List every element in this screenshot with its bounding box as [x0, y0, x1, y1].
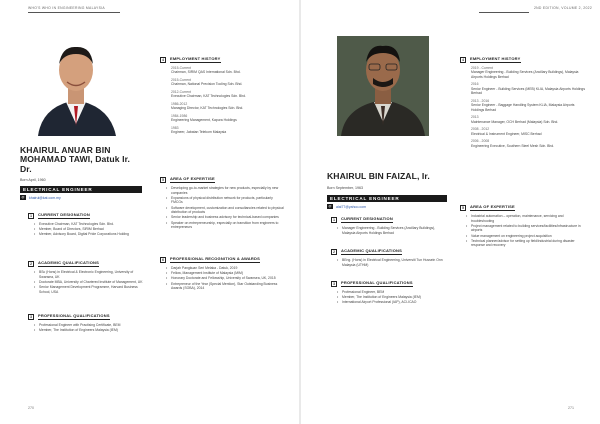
designation-band: ELECTRICAL ENGINEER — [20, 186, 142, 193]
employment-years: 2015-Current — [171, 66, 191, 70]
header-rule — [479, 12, 529, 13]
section-title: AREA OF EXPERTISE — [170, 176, 215, 182]
section-current-designation — [331, 216, 449, 236]
header-rule — [28, 12, 120, 13]
employment-years: 2008 - 2012 — [471, 127, 490, 132]
portrait-photo — [327, 26, 439, 136]
page-number: 270 — [28, 406, 34, 410]
employment-item — [471, 115, 586, 124]
section-title: ACADEMIC QUALIFICATIONS — [38, 260, 99, 266]
running-header: 2ND EDITION, VOLUME 2, 2022 — [534, 6, 593, 10]
list-item: • Senior leadership and business advisory for technical-based companies — [171, 215, 284, 220]
section-number: 4 — [160, 57, 166, 63]
employment-role: Electrical & Instrument Engineer, MISC Berhad — [471, 131, 542, 136]
section-number: 6 — [160, 257, 166, 263]
list-item: • Honorary Doctorate and Fellowship, University of Swansea, UK, 2015 — [171, 276, 284, 281]
email-row — [327, 204, 366, 209]
employment-item — [471, 82, 586, 95]
section-title: EMPLOYMENT HISTORY — [170, 56, 221, 62]
employment-years: 1983 — [171, 126, 179, 130]
section-number: 5 — [160, 177, 166, 183]
section-employment-history — [460, 56, 586, 151]
employment-role: Manager Engineering - Building Services (Ancillary Buildings), Malaysia Airports Holdings Berhad — [471, 70, 579, 79]
section-title: PROFESSIONAL RECOGNITION & AWARDS — [170, 256, 260, 262]
birth-date: Born September, 1963 — [327, 186, 363, 190]
running-header: WHO'S WHO IN ENGINEERING MALAYSIA — [28, 6, 105, 10]
section-number: 3 — [331, 281, 337, 287]
employment-years: 1986-2012 — [171, 102, 188, 106]
list-item: • Expansions of physical distribution network for products, particularly FMCGs — [171, 196, 284, 205]
employment-role: Engineering Management, Kapura Holdings — [171, 118, 237, 123]
section-number: 1 — [331, 217, 337, 223]
employment-role: Executive Chairman, KAT Technologies Sdn. Bhd. — [171, 94, 247, 99]
employment-item — [471, 99, 586, 112]
section-number: 2 — [331, 249, 337, 255]
employment-role: Chairman, National Precision Tooling Sdn. Bhd. — [171, 82, 243, 87]
list-item: • Executive Chairman, KAT Technologies Sdn. Bhd. — [39, 222, 144, 227]
section-title: EMPLOYMENT HISTORY — [470, 56, 521, 62]
employment-item — [471, 127, 586, 136]
list-item: • Member, Board of Directors, SIRIM Berhad — [39, 227, 144, 232]
section-academic-qualifications — [28, 260, 144, 295]
employment-item — [171, 78, 284, 87]
employment-role: Engineer, Jabatan Telekom Malaysia — [171, 130, 227, 135]
section-academic-qualifications — [331, 248, 449, 268]
list-item: • BEng. (Hons) in Electrical Engineering, Universiti Tun Hussein Onn Malaysia (UTHM) — [342, 258, 449, 267]
list-item: • Technical planner/advisor for setting up field/industrial during disaster response and recovery — [471, 239, 586, 248]
list-item: • BSc (Hons) in Electrical & Electronic Engineering, University of Swansea, UK — [39, 270, 144, 279]
section-professional-qualifications — [28, 313, 144, 333]
employment-role: Chairman, SIRIM QAS International Sdn. Bhd. — [171, 70, 241, 75]
email-row — [20, 195, 61, 200]
employment-years: 2006 - 2008 — [471, 139, 490, 144]
section-number: 5 — [460, 205, 466, 211]
employment-role: Senior Engineer - Baggage Handling System KLIA, Malaysia Airports Holdings Berhad — [471, 103, 575, 112]
email-icon: @ — [328, 204, 332, 208]
list-item: • Software development, customization and consultancies related to physical distribution of products — [171, 206, 284, 215]
list-item: • International Airport Professional (IAP), ACI-ICAO — [342, 300, 449, 305]
list-item: • Project management related to building services/facilities/infrastructure in airports — [471, 224, 586, 233]
employment-item — [171, 114, 284, 123]
email-address[interactable]: khairul@kat.com.my — [29, 195, 61, 200]
list-item: • Industrial automation – operation, maintenance, servicing and troubleshooting — [471, 214, 586, 223]
employment-item — [171, 90, 284, 99]
employment-years: 2015-Current — [171, 78, 191, 82]
employment-item — [171, 102, 284, 111]
list-item: • Member, Advisory Board, Digital Pride Corporations Holding — [39, 232, 144, 237]
right-page — [301, 0, 600, 424]
section-title: PROFESSIONAL QUALIFICATIONS — [38, 313, 110, 319]
section-title: CURRENT DESIGNATION — [38, 212, 90, 218]
person-name: KHAIRUL BIN FAIZAL, Ir. — [327, 171, 430, 181]
email-address[interactable]: alal77@yahoo.com — [336, 204, 367, 209]
left-page — [0, 0, 299, 424]
section-area-of-expertise — [160, 176, 284, 230]
list-item: • Member, The Institution of Engineers Malaysia (IEM) — [39, 328, 144, 333]
list-item: • Speaker on entrepreneurship, especially on transition from engineers to entrepreneurs — [171, 221, 284, 230]
section-title: ACADEMIC QUALIFICATIONS — [341, 248, 402, 254]
section-title: PROFESSIONAL QUALIFICATIONS — [341, 280, 413, 286]
employment-years: 1984-1986 — [171, 114, 188, 118]
list-item: • Manager Engineering - Building Services (Ancillary Buildings), Malaysia Airports Holdings Berhad — [342, 226, 449, 235]
section-number: 3 — [28, 314, 34, 320]
birth-date: Born April, 1960 — [20, 178, 46, 182]
section-professional-qualifications — [331, 280, 449, 306]
employment-years: 2013 — [471, 115, 479, 120]
list-item: • Value management on engineering project acquisition — [471, 234, 586, 239]
employment-years: 2013 - 2016 — [471, 98, 490, 103]
list-item: • Fellow, Management Institute of Malaysia (MIM) — [171, 271, 284, 276]
person-name: KHAIRUL ANUAR BIN MOHAMAD TAWI, Datuk Ir. Dr. — [20, 145, 131, 174]
section-professional-recognition — [160, 256, 284, 291]
employment-item — [471, 66, 586, 79]
section-employment-history — [160, 56, 284, 138]
employment-item — [471, 139, 586, 148]
employment-role: Senior Engineer - Building Services (MEB) KLIA, Malaysia Airports Holdings Berhad — [471, 86, 586, 96]
list-item: • Entrepreneur of the Year (Special Mention), Star Outstanding Business Awards (SOBA), 2014 — [171, 282, 284, 291]
section-title: AREA OF EXPERTISE — [470, 204, 515, 210]
section-title: CURRENT DESIGNATION — [341, 216, 393, 222]
employment-item — [171, 126, 284, 135]
designation-band: ELECTRICAL ENGINEER — [327, 195, 447, 202]
list-item: • Professional Engineer, BEM — [342, 290, 449, 295]
portrait-photo — [20, 26, 132, 136]
page-number: 271 — [568, 406, 574, 410]
list-item: • Darjah Pangkuan Seri Melaka - Datuk, 2019 — [171, 266, 284, 271]
employment-years: 2016 — [471, 82, 479, 87]
list-item: • Developing go-to-market strategies for new products, especially by new companies — [171, 186, 284, 195]
section-area-of-expertise — [460, 204, 586, 249]
list-item: • Professional Engineer with Practising Certificate, BEM — [39, 323, 144, 328]
list-item: • Senior Management Development Programme, Harvard Business School, USA — [39, 285, 144, 294]
section-current-designation — [28, 212, 144, 238]
section-number: 1 — [28, 213, 34, 219]
employment-role: Managing Director, KAT Technologies Sdn. Bhd. — [171, 106, 244, 111]
employment-role: Engineering Executive, Southern Steel Mesh Sdn. Bhd. — [471, 143, 555, 148]
email-icon: @ — [21, 195, 25, 199]
employment-item — [171, 66, 284, 75]
employment-role: Maintenance Manager, OCH Berhad (Malaysia) Sdn. Bhd. — [471, 119, 559, 124]
employment-years: 2012-Current — [171, 90, 191, 94]
section-number: 2 — [28, 261, 34, 267]
list-item: • Doctorate MBA, University of Chartered Institute of Management, UK — [39, 280, 144, 285]
employment-years: 2019 - Current — [471, 66, 493, 70]
section-number: 4 — [460, 57, 466, 63]
list-item: • Member, The Institution of Engineers Malaysia (IEM) — [342, 295, 449, 300]
